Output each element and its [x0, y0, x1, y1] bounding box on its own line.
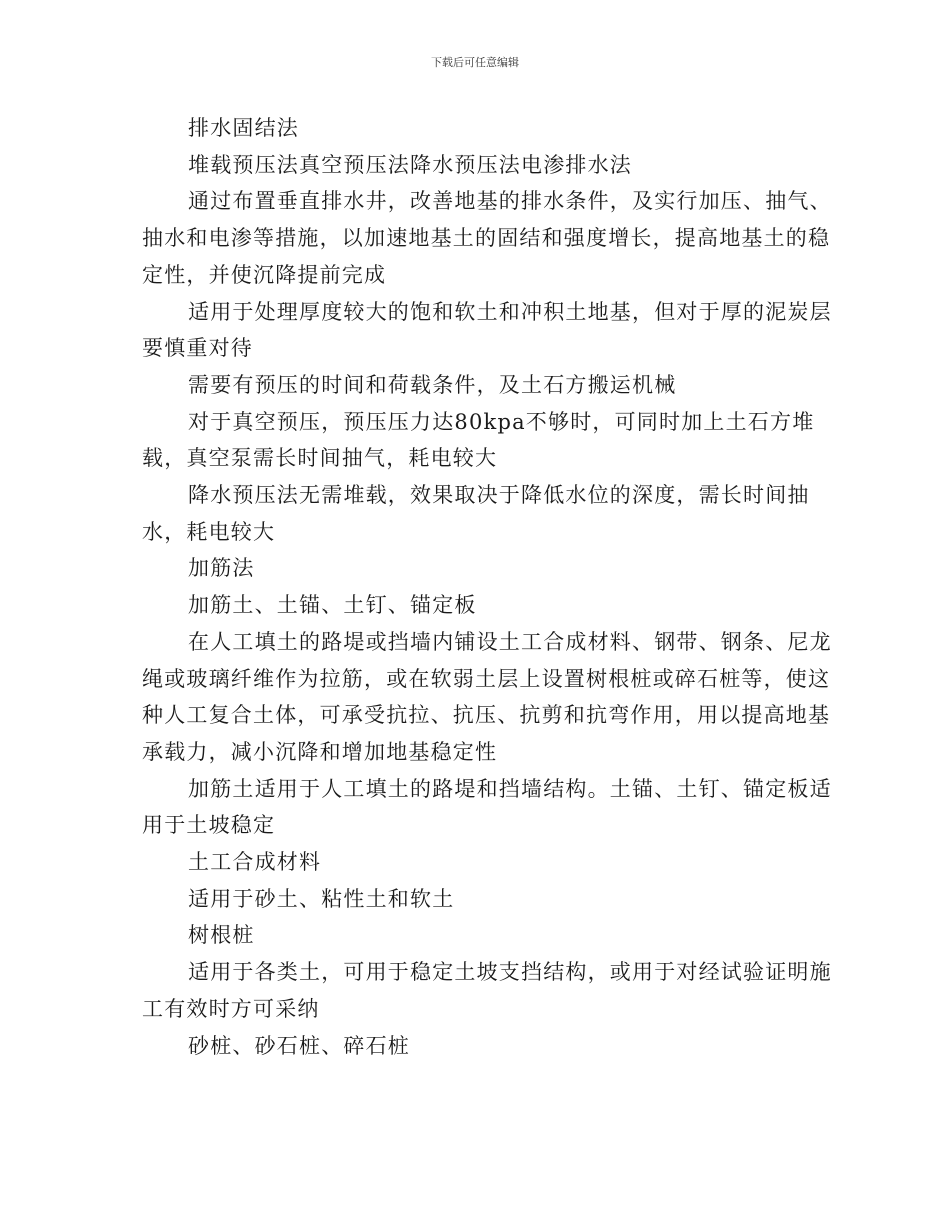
heading-root-piles: 树根桩 — [188, 923, 255, 948]
dewatering-preloading-paragraph: 降水预压法无需堆载，效果取决于降低水位的深度，需长时间抽水，耗电较大 — [142, 483, 810, 544]
reinforcement-applicability-paragraph: 加筋土适用于人工填土的路堤和挡墙结构。土锚、土钉、锚定板适用于土坡稳定 — [142, 776, 832, 838]
reinforcement-methods-list: 加筋土、土锚、土钉、锚定板 — [188, 593, 477, 618]
heading-drainage-consolidation: 排水固结法 — [188, 116, 299, 140]
root-piles-applicability: 适用于各类土，可用于稳定土坡支挡结构，或用于对经试验证明施工有效时方可采纳 — [142, 960, 832, 1021]
reinforcement-principle-paragraph: 在人工填土的路堤或挡墙内铺设土工合成材料、钢带、钢条、尼龙绳或玻璃纤维作为拉筋，或在软弱土层上设置树根桩或碎石桩等，使这种人工复合土体，可承受抗拉、抗压、抗剪和抗弯作用，用以提高地基承载力，减小沉降和增加地基稳定性 — [142, 629, 832, 764]
heading-sand-gravel-piles: 砂桩、砂石桩、碎石桩 — [188, 1033, 410, 1058]
drainage-applicability-paragraph: 适用于处理厚度较大的饱和软土和冲积土地基，但对于厚的泥炭层要慎重对待 — [142, 299, 832, 361]
document-body — [142, 110, 832, 1064]
preloading-methods-list: 堆载预压法真空预压法降水预压法电渗排水法 — [188, 152, 632, 177]
heading-reinforcement: 加筋法 — [188, 556, 255, 581]
drainage-principle-paragraph: 通过布置垂直排水井，改善地基的排水条件，及实行加压、抽气、抽水和电渗等措施，以加速地基土的固结和强度增长，提高地基土的稳定性，并使沉降提前完成 — [142, 189, 832, 287]
geosynthetics-applicability: 适用于砂土、粘性土和软土 — [188, 886, 455, 911]
page-header: 下载后可任意编辑 — [431, 56, 519, 69]
drainage-requirements-paragraph: 需要有预压的时间和荷载条件，及土石方搬运机械 — [188, 372, 677, 397]
heading-geosynthetics: 土工合成材料 — [188, 850, 322, 875]
vacuum-preloading-paragraph: 对于真空预压，预压压力达80kpa不够时，可同时加上土石方堆载，真空泵需长时间抽气，耗电较大 — [142, 409, 815, 471]
